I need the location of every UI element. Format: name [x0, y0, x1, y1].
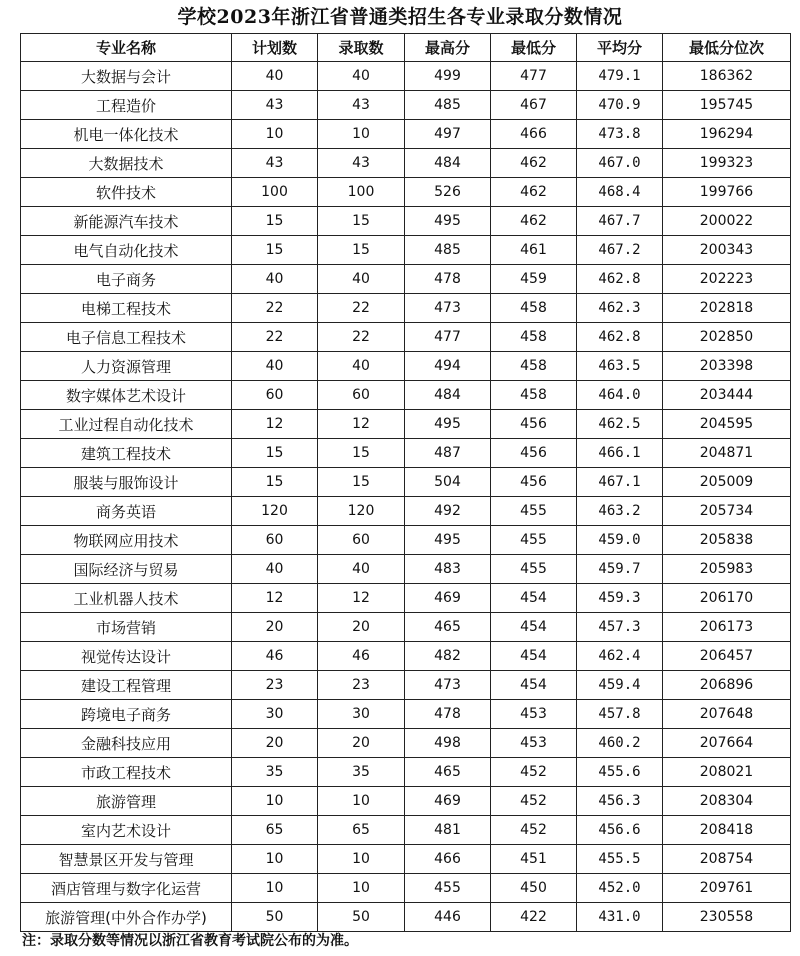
highest-score-cell: 473 [405, 671, 491, 700]
average-score-cell: 467.0 [577, 149, 663, 178]
admitted-count-cell: 120 [318, 497, 405, 526]
column-header-plan-count: 计划数 [232, 34, 318, 62]
footnote: 注：录取分数等情况以浙江省教育考试院公布的为准。 [22, 933, 358, 949]
major-name-cell: 物联网应用技术 [21, 526, 232, 555]
major-name-cell: 服装与服饰设计 [21, 468, 232, 497]
lowest-rank-cell: 209761 [663, 874, 791, 903]
column-header-major: 专业名称 [21, 34, 232, 62]
lowest-score-cell: 454 [491, 613, 577, 642]
highest-score-cell: 484 [405, 149, 491, 178]
lowest-rank-cell: 207648 [663, 700, 791, 729]
lowest-score-cell: 455 [491, 526, 577, 555]
lowest-rank-cell: 195745 [663, 91, 791, 120]
lowest-score-cell: 452 [491, 787, 577, 816]
admitted-count-cell: 50 [318, 903, 405, 932]
major-name-cell: 跨境电子商务 [21, 700, 232, 729]
plan-count-cell: 40 [232, 62, 318, 91]
plan-count-cell: 22 [232, 323, 318, 352]
table-body [21, 62, 791, 932]
lowest-score-cell: 461 [491, 236, 577, 265]
table-row [21, 671, 791, 700]
average-score-cell: 460.2 [577, 729, 663, 758]
major-name-cell: 电梯工程技术 [21, 294, 232, 323]
table-row [21, 381, 791, 410]
plan-count-cell: 15 [232, 236, 318, 265]
highest-score-cell: 497 [405, 120, 491, 149]
lowest-score-cell: 453 [491, 700, 577, 729]
highest-score-cell: 487 [405, 439, 491, 468]
admitted-count-cell: 22 [318, 294, 405, 323]
table-row [21, 555, 791, 584]
admitted-count-cell: 12 [318, 584, 405, 613]
plan-count-cell: 20 [232, 613, 318, 642]
plan-count-cell: 15 [232, 439, 318, 468]
major-name-cell: 电子信息工程技术 [21, 323, 232, 352]
table-row [21, 642, 791, 671]
average-score-cell: 456.6 [577, 816, 663, 845]
plan-count-cell: 46 [232, 642, 318, 671]
table-row [21, 468, 791, 497]
major-name-cell: 建设工程管理 [21, 671, 232, 700]
average-score-cell: 467.7 [577, 207, 663, 236]
lowest-score-cell: 458 [491, 381, 577, 410]
admitted-count-cell: 40 [318, 352, 405, 381]
lowest-score-cell: 456 [491, 468, 577, 497]
average-score-cell: 457.3 [577, 613, 663, 642]
table-row [21, 526, 791, 555]
column-header-highest-score: 最高分 [405, 34, 491, 62]
plan-count-cell: 120 [232, 497, 318, 526]
table-row [21, 700, 791, 729]
highest-score-cell: 455 [405, 874, 491, 903]
highest-score-cell: 477 [405, 323, 491, 352]
table-row [21, 729, 791, 758]
lowest-rank-cell: 199323 [663, 149, 791, 178]
admitted-count-cell: 40 [318, 62, 405, 91]
lowest-rank-cell: 206173 [663, 613, 791, 642]
major-name-cell: 智慧景区开发与管理 [21, 845, 232, 874]
column-header-lowest-score: 最低分 [491, 34, 577, 62]
admitted-count-cell: 43 [318, 149, 405, 178]
plan-count-cell: 40 [232, 265, 318, 294]
table-row [21, 816, 791, 845]
admitted-count-cell: 15 [318, 207, 405, 236]
average-score-cell: 457.8 [577, 700, 663, 729]
admitted-count-cell: 10 [318, 874, 405, 903]
table-row [21, 236, 791, 265]
average-score-cell: 456.3 [577, 787, 663, 816]
highest-score-cell: 465 [405, 613, 491, 642]
major-name-cell: 大数据与会计 [21, 62, 232, 91]
average-score-cell: 467.1 [577, 468, 663, 497]
highest-score-cell: 482 [405, 642, 491, 671]
average-score-cell: 466.1 [577, 439, 663, 468]
lowest-rank-cell: 230558 [663, 903, 791, 932]
major-name-cell: 人力资源管理 [21, 352, 232, 381]
lowest-score-cell: 456 [491, 439, 577, 468]
admitted-count-cell: 100 [318, 178, 405, 207]
lowest-score-cell: 466 [491, 120, 577, 149]
column-header-admitted-count: 录取数 [318, 34, 405, 62]
major-name-cell: 金融科技应用 [21, 729, 232, 758]
lowest-rank-cell: 204595 [663, 410, 791, 439]
lowest-score-cell: 454 [491, 671, 577, 700]
admitted-count-cell: 65 [318, 816, 405, 845]
average-score-cell: 462.4 [577, 642, 663, 671]
plan-count-cell: 30 [232, 700, 318, 729]
average-score-cell: 459.4 [577, 671, 663, 700]
average-score-cell: 459.7 [577, 555, 663, 584]
average-score-cell: 462.5 [577, 410, 663, 439]
table-row [21, 62, 791, 91]
major-name-cell: 工程造价 [21, 91, 232, 120]
plan-count-cell: 12 [232, 584, 318, 613]
plan-count-cell: 43 [232, 91, 318, 120]
major-name-cell: 室内艺术设计 [21, 816, 232, 845]
admitted-count-cell: 12 [318, 410, 405, 439]
highest-score-cell: 483 [405, 555, 491, 584]
highest-score-cell: 446 [405, 903, 491, 932]
average-score-cell: 462.3 [577, 294, 663, 323]
highest-score-cell: 466 [405, 845, 491, 874]
table-row [21, 845, 791, 874]
average-score-cell: 463.2 [577, 497, 663, 526]
lowest-rank-cell: 200343 [663, 236, 791, 265]
admitted-count-cell: 22 [318, 323, 405, 352]
plan-count-cell: 10 [232, 120, 318, 149]
average-score-cell: 479.1 [577, 62, 663, 91]
major-name-cell: 建筑工程技术 [21, 439, 232, 468]
average-score-cell: 463.5 [577, 352, 663, 381]
highest-score-cell: 484 [405, 381, 491, 410]
lowest-score-cell: 454 [491, 642, 577, 671]
admitted-count-cell: 43 [318, 91, 405, 120]
lowest-rank-cell: 208021 [663, 758, 791, 787]
table-row [21, 120, 791, 149]
lowest-rank-cell: 207664 [663, 729, 791, 758]
average-score-cell: 431.0 [577, 903, 663, 932]
highest-score-cell: 469 [405, 787, 491, 816]
admitted-count-cell: 20 [318, 613, 405, 642]
admitted-count-cell: 10 [318, 120, 405, 149]
highest-score-cell: 469 [405, 584, 491, 613]
plan-count-cell: 50 [232, 903, 318, 932]
table-row [21, 323, 791, 352]
lowest-rank-cell: 205983 [663, 555, 791, 584]
lowest-score-cell: 462 [491, 178, 577, 207]
plan-count-cell: 10 [232, 845, 318, 874]
lowest-score-cell: 450 [491, 874, 577, 903]
lowest-rank-cell: 203444 [663, 381, 791, 410]
plan-count-cell: 20 [232, 729, 318, 758]
highest-score-cell: 478 [405, 265, 491, 294]
table-row [21, 294, 791, 323]
plan-count-cell: 15 [232, 207, 318, 236]
admitted-count-cell: 10 [318, 845, 405, 874]
admitted-count-cell: 60 [318, 381, 405, 410]
highest-score-cell: 504 [405, 468, 491, 497]
admitted-count-cell: 35 [318, 758, 405, 787]
table-row [21, 903, 791, 932]
lowest-rank-cell: 205734 [663, 497, 791, 526]
major-name-cell: 市政工程技术 [21, 758, 232, 787]
major-name-cell: 新能源汽车技术 [21, 207, 232, 236]
major-name-cell: 数字媒体艺术设计 [21, 381, 232, 410]
plan-count-cell: 100 [232, 178, 318, 207]
plan-count-cell: 22 [232, 294, 318, 323]
lowest-score-cell: 422 [491, 903, 577, 932]
average-score-cell: 455.5 [577, 845, 663, 874]
lowest-rank-cell: 206170 [663, 584, 791, 613]
table-row [21, 178, 791, 207]
lowest-score-cell: 452 [491, 816, 577, 845]
table-row [21, 439, 791, 468]
highest-score-cell: 499 [405, 62, 491, 91]
major-name-cell: 大数据技术 [21, 149, 232, 178]
highest-score-cell: 494 [405, 352, 491, 381]
plan-count-cell: 60 [232, 381, 318, 410]
lowest-score-cell: 454 [491, 584, 577, 613]
column-header-average-score: 平均分 [577, 34, 663, 62]
lowest-rank-cell: 206896 [663, 671, 791, 700]
table-header-row [21, 34, 791, 62]
average-score-cell: 462.8 [577, 265, 663, 294]
average-score-cell: 464.0 [577, 381, 663, 410]
major-name-cell: 电子商务 [21, 265, 232, 294]
table-row [21, 91, 791, 120]
major-name-cell: 视觉传达设计 [21, 642, 232, 671]
highest-score-cell: 495 [405, 410, 491, 439]
highest-score-cell: 485 [405, 91, 491, 120]
admitted-count-cell: 60 [318, 526, 405, 555]
plan-count-cell: 40 [232, 352, 318, 381]
highest-score-cell: 481 [405, 816, 491, 845]
average-score-cell: 455.6 [577, 758, 663, 787]
admitted-count-cell: 20 [318, 729, 405, 758]
lowest-score-cell: 455 [491, 555, 577, 584]
plan-count-cell: 65 [232, 816, 318, 845]
table-row [21, 410, 791, 439]
lowest-rank-cell: 196294 [663, 120, 791, 149]
table-row [21, 352, 791, 381]
admitted-count-cell: 23 [318, 671, 405, 700]
table-row [21, 584, 791, 613]
highest-score-cell: 473 [405, 294, 491, 323]
table-row [21, 149, 791, 178]
major-name-cell: 商务英语 [21, 497, 232, 526]
admitted-count-cell: 40 [318, 265, 405, 294]
plan-count-cell: 10 [232, 874, 318, 903]
plan-count-cell: 23 [232, 671, 318, 700]
major-name-cell: 旅游管理(中外合作办学) [21, 903, 232, 932]
lowest-rank-cell: 208754 [663, 845, 791, 874]
lowest-score-cell: 462 [491, 149, 577, 178]
major-name-cell: 市场营销 [21, 613, 232, 642]
table-row [21, 497, 791, 526]
lowest-score-cell: 455 [491, 497, 577, 526]
major-name-cell: 工业过程自动化技术 [21, 410, 232, 439]
average-score-cell: 470.9 [577, 91, 663, 120]
lowest-score-cell: 462 [491, 207, 577, 236]
average-score-cell: 473.8 [577, 120, 663, 149]
average-score-cell: 467.2 [577, 236, 663, 265]
admitted-count-cell: 15 [318, 236, 405, 265]
lowest-score-cell: 458 [491, 352, 577, 381]
table-row [21, 207, 791, 236]
table-row [21, 613, 791, 642]
lowest-rank-cell: 205009 [663, 468, 791, 497]
highest-score-cell: 465 [405, 758, 491, 787]
admitted-count-cell: 46 [318, 642, 405, 671]
lowest-rank-cell: 202850 [663, 323, 791, 352]
highest-score-cell: 478 [405, 700, 491, 729]
table-row [21, 874, 791, 903]
average-score-cell: 459.3 [577, 584, 663, 613]
lowest-rank-cell: 202223 [663, 265, 791, 294]
table-row [21, 758, 791, 787]
highest-score-cell: 498 [405, 729, 491, 758]
lowest-rank-cell: 200022 [663, 207, 791, 236]
lowest-rank-cell: 208304 [663, 787, 791, 816]
lowest-rank-cell: 206457 [663, 642, 791, 671]
plan-count-cell: 35 [232, 758, 318, 787]
plan-count-cell: 12 [232, 410, 318, 439]
highest-score-cell: 492 [405, 497, 491, 526]
lowest-score-cell: 458 [491, 323, 577, 352]
lowest-score-cell: 467 [491, 91, 577, 120]
highest-score-cell: 495 [405, 526, 491, 555]
lowest-rank-cell: 203398 [663, 352, 791, 381]
page-title: 学校2023年浙江省普通类招生各专业录取分数情况 [177, 6, 623, 28]
major-name-cell: 酒店管理与数字化运营 [21, 874, 232, 903]
plan-count-cell: 60 [232, 526, 318, 555]
major-name-cell: 国际经济与贸易 [21, 555, 232, 584]
average-score-cell: 459.0 [577, 526, 663, 555]
lowest-rank-cell: 205838 [663, 526, 791, 555]
table-row [21, 787, 791, 816]
lowest-rank-cell: 204871 [663, 439, 791, 468]
major-name-cell: 工业机器人技术 [21, 584, 232, 613]
lowest-score-cell: 453 [491, 729, 577, 758]
lowest-score-cell: 477 [491, 62, 577, 91]
lowest-score-cell: 452 [491, 758, 577, 787]
table-row [21, 265, 791, 294]
lowest-rank-cell: 199766 [663, 178, 791, 207]
plan-count-cell: 43 [232, 149, 318, 178]
admitted-count-cell: 15 [318, 439, 405, 468]
plan-count-cell: 10 [232, 787, 318, 816]
admitted-count-cell: 30 [318, 700, 405, 729]
major-name-cell: 旅游管理 [21, 787, 232, 816]
major-name-cell: 软件技术 [21, 178, 232, 207]
average-score-cell: 462.8 [577, 323, 663, 352]
column-header-lowest-rank: 最低分位次 [663, 34, 791, 62]
average-score-cell: 468.4 [577, 178, 663, 207]
highest-score-cell: 485 [405, 236, 491, 265]
plan-count-cell: 40 [232, 555, 318, 584]
highest-score-cell: 495 [405, 207, 491, 236]
lowest-rank-cell: 208418 [663, 816, 791, 845]
lowest-score-cell: 451 [491, 845, 577, 874]
highest-score-cell: 526 [405, 178, 491, 207]
admitted-count-cell: 10 [318, 787, 405, 816]
plan-count-cell: 15 [232, 468, 318, 497]
lowest-score-cell: 458 [491, 294, 577, 323]
average-score-cell: 452.0 [577, 874, 663, 903]
admitted-count-cell: 15 [318, 468, 405, 497]
admitted-count-cell: 40 [318, 555, 405, 584]
major-name-cell: 机电一体化技术 [21, 120, 232, 149]
lowest-score-cell: 456 [491, 410, 577, 439]
major-name-cell: 电气自动化技术 [21, 236, 232, 265]
lowest-rank-cell: 186362 [663, 62, 791, 91]
lowest-score-cell: 459 [491, 265, 577, 294]
lowest-rank-cell: 202818 [663, 294, 791, 323]
admission-score-table [20, 33, 791, 932]
